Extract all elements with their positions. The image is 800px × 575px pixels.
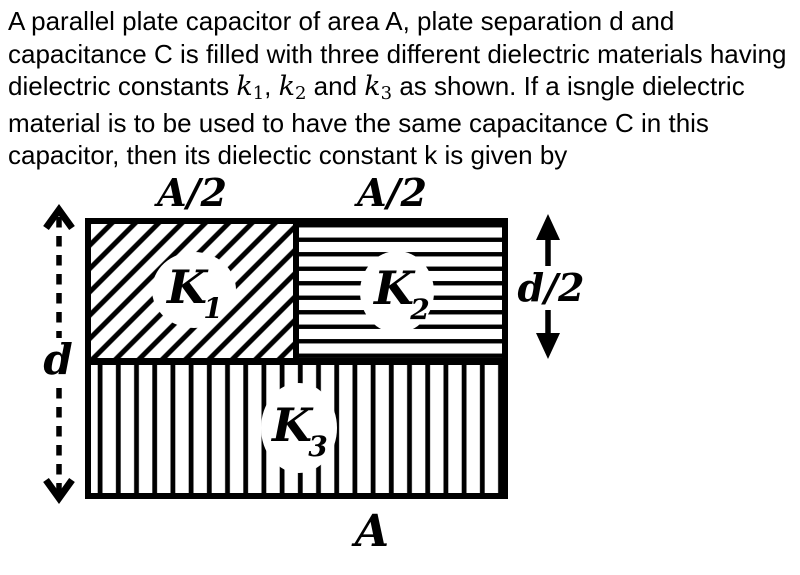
label-k2-sub: 2 <box>410 293 430 326</box>
math-k2: k <box>278 71 295 102</box>
math-k1-subscript: 1 <box>252 83 265 104</box>
label-area-half-left: A/2 <box>157 170 227 215</box>
problem-line-1: A parallel plate capacitor of area A, plate separation d and <box>8 6 675 36</box>
math-k2-subscript: 2 <box>294 83 307 104</box>
d-dimension-arrow-icon <box>40 210 78 498</box>
arrow-up-icon <box>536 214 560 240</box>
capacitor-figure <box>0 160 800 575</box>
line3-sep1: , <box>264 71 279 101</box>
label-d-half: d/2 <box>517 265 585 310</box>
d2-dimension-arrow-icon <box>518 214 585 359</box>
math-k3-subscript: 3 <box>380 83 393 104</box>
problem-statement <box>8 5 800 172</box>
arrow-down-icon <box>536 333 560 359</box>
problem-line-2: capacitance C is filled with three different dielectric materials having <box>8 38 787 69</box>
label-k2: K <box>374 261 414 315</box>
problem-line-4: material is to be used to have the same capacitance C in this <box>8 107 709 138</box>
label-k3-sub: 3 <box>308 430 328 463</box>
label-k1: K <box>167 260 207 314</box>
line3-sep2: and <box>306 71 365 101</box>
label-area-full: A <box>354 506 390 557</box>
label-d: d <box>43 335 73 384</box>
problem-line-5: capacitor, then its dielectic constant k is given by <box>8 140 568 170</box>
problem-line-3 <box>8 70 800 107</box>
label-area-half-right: A/2 <box>357 170 427 215</box>
math-k1: k <box>236 71 253 102</box>
label-k3: K <box>272 398 312 452</box>
math-k3: k <box>364 71 381 102</box>
capacitor-diagram <box>0 160 800 575</box>
line3-pre: dielectric constants <box>8 71 237 101</box>
label-k1-sub: 1 <box>203 292 223 325</box>
line3-post: as shown. If a isngle dielectric <box>392 71 745 101</box>
